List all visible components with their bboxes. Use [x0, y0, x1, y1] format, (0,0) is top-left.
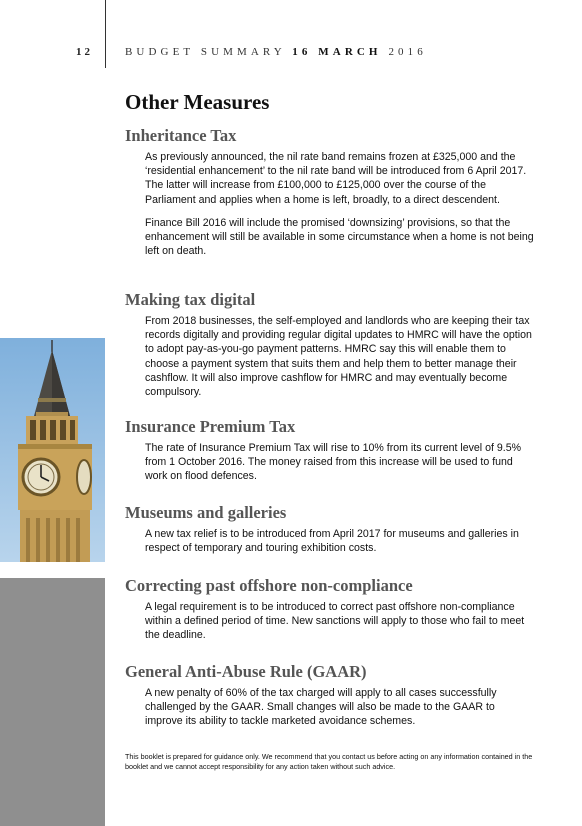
section-paragraph: Finance Bill 2016 will include the promised ‘downsizing’ provisions, so that the enhancement will still be available in some circumstance when a home is not being left on death.: [145, 216, 534, 258]
section-paragraph: From 2018 businesses, the self-employed and landlords who are keeping their tax records digitally and providing regular digital updates to HMRC will have the option to adopt pay-as-you-go payment patterns. HMRC say this will enable them to choose a payment system that suits them and help them to better manage their cashflow. It will also improve cashflow for HMRC and may eventually become compulsory.: [145, 315, 532, 399]
sidebar-grey-panel: [0, 578, 105, 826]
page-title: Other Measures: [125, 90, 270, 114]
section-gaar: [125, 662, 535, 738]
header-year: 2016: [388, 46, 427, 58]
section-heading: Correcting past offshore non-compliance: [125, 576, 413, 595]
section-heading: Inheritance Tax: [125, 126, 237, 145]
running-header: [125, 46, 427, 58]
section-museums-galleries: [125, 503, 535, 564]
big-ben-photo: [0, 338, 105, 562]
section-inheritance-tax: [125, 126, 535, 267]
header-title: BUDGET SUMMARY: [125, 46, 286, 58]
section-paragraph: As previously announced, the nil rate band remains frozen at £325,000 and the ‘residential enhancement’ to the nil rate band will be introduced from 6 April 2017. The latter will increase from £100,000 to £125,000 over the course of the Parliament and applies when a home is left, broadly, to a direct descendent.: [145, 151, 527, 206]
section-heading: General Anti-Abuse Rule (GAAR): [125, 662, 367, 681]
section-heading: Making tax digital: [125, 290, 256, 309]
header-date: 16 MARCH: [292, 46, 382, 58]
section-paragraph: A new penalty of 60% of the tax charged will apply to all cases successfully challenged by the GAAR. Small changes will also be made to the GAAR to improve its ability to tackle marketed avoidance schemes.: [145, 687, 497, 728]
section-paragraph: The rate of Insurance Premium Tax will rise to 10% from its current level of 9.5% from 1 October 2016. The money raised from this increase will be used to fund work on flood defences.: [145, 442, 522, 483]
page-number: 12: [76, 46, 93, 58]
section-heading: Insurance Premium Tax: [125, 417, 296, 436]
section-heading: Museums and galleries: [125, 503, 287, 522]
header-divider: [105, 0, 106, 68]
section-paragraph: A legal requirement is to be introduced to correct past offshore non-compliance within a defined period of time. New sanctions will apply to those who fail to meet the deadline.: [145, 601, 525, 642]
section-offshore-non-compliance: [125, 576, 535, 652]
section-insurance-premium-tax: [125, 417, 535, 493]
section-paragraph: A new tax relief is to be introduced from April 2017 for museums and galleries in respect of temporary and touring exhibition costs.: [145, 528, 519, 555]
disclaimer-text: This booklet is prepared for guidance only. We recommend that you contact us before acting on any information contained in the booklet and we cannot accept responsibility for any action taken without such advice.: [125, 752, 533, 771]
section-making-tax-digital: [125, 290, 535, 408]
